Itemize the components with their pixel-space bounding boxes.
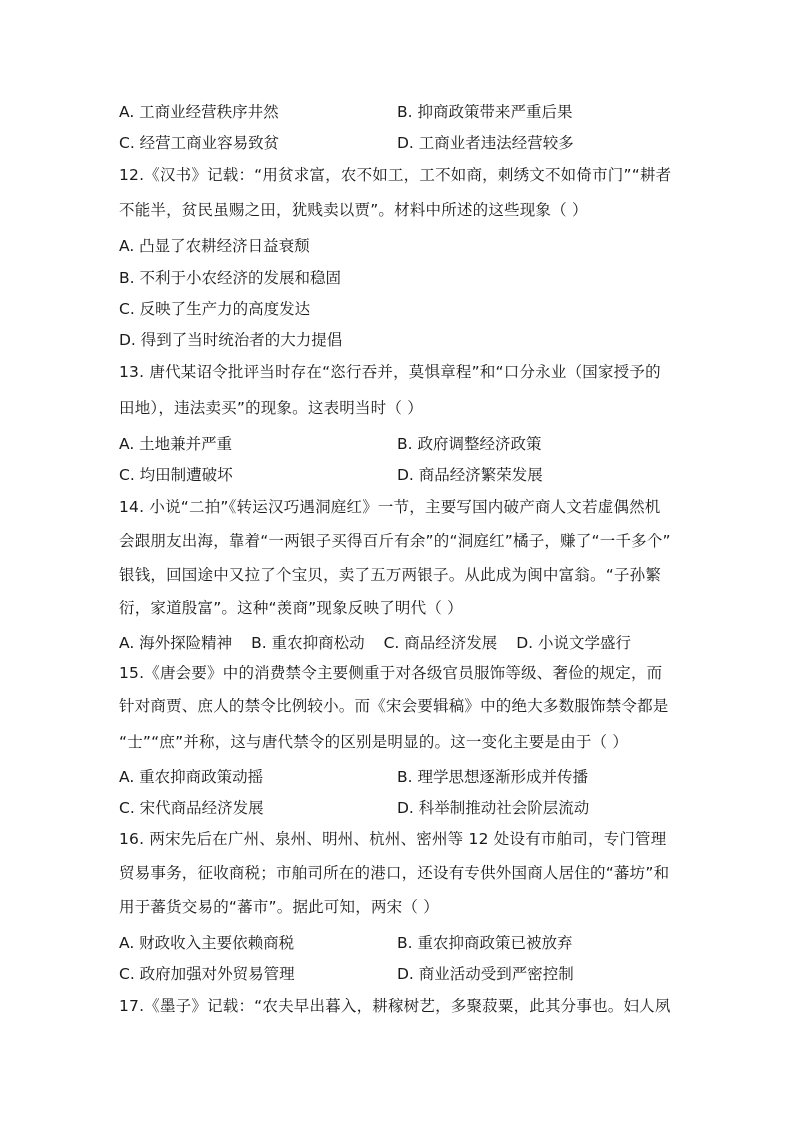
q16-option-c: C. 政府加强对外贸易管理 [119, 965, 295, 983]
q17-stem-line1: 17.《墨子》记载：“农夫早出暮入，耕稼树艺，多聚菽粟，此其分事也。妇人夙 [119, 997, 671, 1015]
q16-option-d: D. 商业活动受到严密控制 [397, 965, 574, 983]
q13-option-d: D. 商品经济繁荣发展 [397, 466, 543, 484]
q11-option-a: A. 工商业经营秩序井然 [119, 103, 279, 121]
q12-option-c: C. 反映了生产力的高度发达 [119, 300, 311, 318]
q12-option-d: D. 得到了当时统治者的大力提倡 [119, 331, 343, 349]
q13-stem-line1: 13. 唐代某诏令批评当时存在“恣行吞并，莫惧章程”和“口分永业（国家授予的 [119, 363, 661, 381]
q14-stem-line2: 会跟朋友出海，靠着“一两银子买得百斤有余”的“洞庭红”橘子，赚了“一千多个” [119, 532, 671, 550]
q16-stem-line3: 用于蕃货交易的“蕃市”。据此可知，两宋（ ） [119, 898, 439, 916]
q12-stem-line2: 不能半，贫民虽赐之田，犹贱卖以贾”。材料中所述的这些现象（ ） [119, 201, 588, 219]
q14-option-a: A. 海外探险精神 [119, 634, 233, 652]
q15-stem-line1: 15.《唐会要》中的消费禁令主要侧重于对各级官员服饰等级、奢俭的规定，而 [119, 664, 663, 682]
q16-stem-line2: 贸易事务，征收商税；市舶司所在的港口，还设有专供外国商人居住的“蕃坊”和 [119, 864, 670, 882]
q13-stem-line2: 田地），违法卖买”的现象。这表明当时（ ） [119, 399, 423, 417]
q14-option-c: C. 商品经济发展 [383, 634, 498, 652]
q16-stem-line1: 16. 两宋先后在广州、泉州、明州、杭州、密州等 12 处设有市舶司，专门管理 [119, 830, 667, 848]
q13-option-a: A. 土地兼并严重 [119, 435, 233, 453]
q14-stem-line4: 衍，家道殷富”。这种“羡商”现象反映了明代（ ） [119, 599, 463, 617]
q15-option-a: A. 重农抑商政策动摇 [119, 768, 264, 786]
q15-option-b: B. 理学思想逐渐形成并传播 [397, 768, 588, 786]
q11-option-d: D. 工商业者违法经营较多 [397, 134, 574, 152]
q11-option-c: C. 经营工商业容易致贫 [119, 134, 280, 152]
q12-option-b: B. 不利于小农经济的发展和稳固 [119, 269, 341, 287]
q11-option-b: B. 抑商政策带来严重后果 [397, 103, 573, 121]
q15-option-c: C. 宋代商品经济发展 [119, 799, 264, 817]
q14-options-row [119, 632, 645, 654]
q15-option-d: D. 科举制推动社会阶层流动 [397, 799, 590, 817]
q16-option-b: B. 重农抑商政策已被放弃 [397, 934, 573, 952]
q14-stem-line1: 14. 小说“二拍”《转运汉巧遇洞庭红》一节，主要写国内破产商人文若虚偶然机 [119, 498, 661, 516]
q16-option-a: A. 财政收入主要依赖商税 [119, 934, 295, 952]
q14-option-b: B. 重农抑商松动 [251, 634, 365, 652]
q13-option-b: B. 政府调整经济政策 [397, 435, 542, 453]
q14-stem-line3: 银钱，回国途中又拉了个宝贝，卖了五万两银子。从此成为闽中富翁。“子孙繁 [119, 566, 662, 584]
q15-stem-line2: 针对商贾、庶人的禁令比例较小。而《宋会要辑稿》中的绝大多数服饰禁令都是 [119, 697, 669, 715]
q13-option-c: C. 均田制遭破坏 [119, 466, 233, 484]
q15-stem-line3: “士”“庶”并称，这与唐代禁令的区别是明显的。这一变化主要是由于（ ） [119, 733, 629, 751]
q12-stem-line1: 12.《汉书》记载：“用贫求富，农不如工，工不如商，刺绣文不如倚市门”“耕者 [119, 166, 672, 184]
q12-option-a: A. 凸显了农耕经济日益衰颓 [119, 237, 310, 255]
q14-option-d: D. 小说文学盛行 [516, 634, 631, 652]
